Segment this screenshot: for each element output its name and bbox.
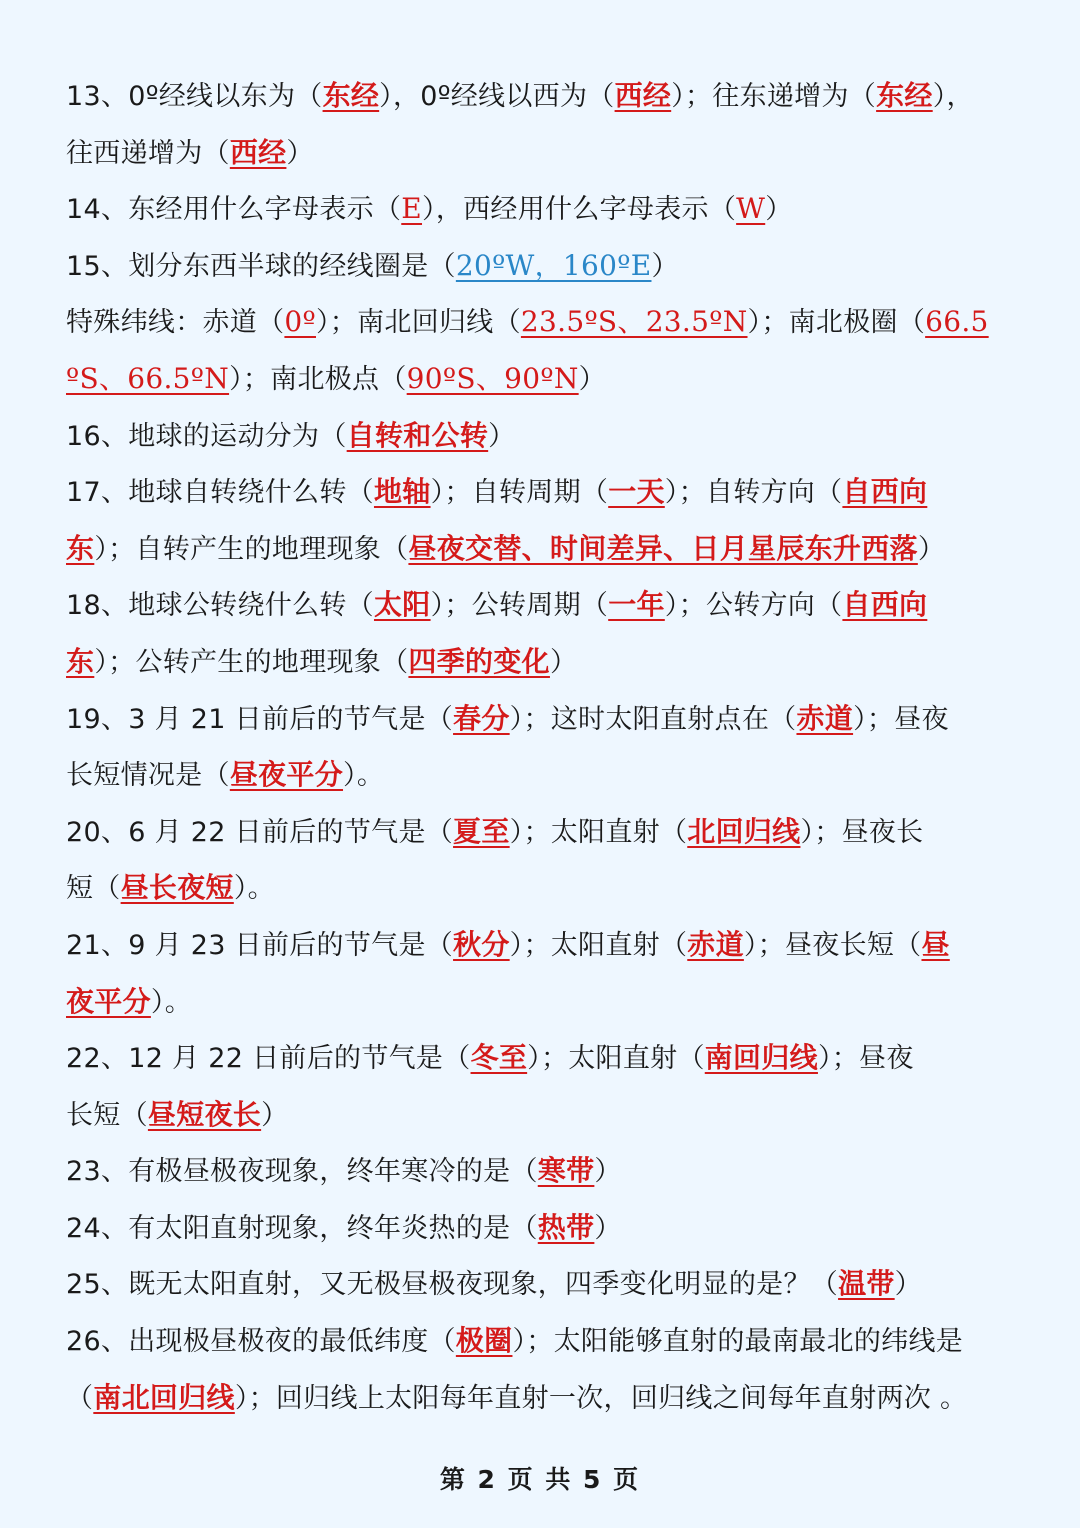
question-text: ）。 — [233, 873, 275, 905]
answer-text: 太阳 — [373, 588, 431, 622]
question-text: ）；太阳直射（ — [527, 1043, 705, 1075]
question-text: ） — [917, 533, 946, 565]
question-text: 长短情况是（ — [66, 760, 230, 792]
question-text: 22、12 月 22 日前后的节气是（ — [66, 1043, 471, 1075]
question-text: ）；太阳能够直射的最南最北的纬线是 — [512, 1326, 964, 1358]
text-line — [66, 1200, 1016, 1257]
answer-text: 一天 — [608, 475, 665, 509]
question-text: ） — [549, 646, 578, 678]
answer-text: 一年 — [608, 588, 665, 622]
question-text: 14、东经用什么字母表示（ — [66, 194, 402, 226]
question-text: ） — [594, 1212, 622, 1244]
question-text: 18、地球公转绕什么转（ — [66, 590, 374, 622]
question-text: ）；公转方向（ — [664, 590, 843, 622]
answer-text: ºS、66.5ºN — [66, 361, 230, 395]
text-line — [66, 1370, 1016, 1427]
question-text: 21、9 月 23 日前后的节气是（ — [66, 929, 454, 961]
answer-text: 自转和公转 — [346, 418, 489, 452]
question-text: ）， — [932, 81, 974, 112]
answer-text: 温带 — [838, 1267, 895, 1301]
text-line — [66, 691, 1016, 748]
question-text: ） — [594, 1156, 622, 1188]
answer-text: W — [736, 192, 766, 226]
answer-text: 东经 — [322, 79, 380, 112]
answer-text: 秋分 — [453, 927, 510, 961]
question-text: ）；公转周期（ — [430, 590, 609, 622]
answer-text: 自西向 — [842, 475, 928, 509]
question-text: ） — [286, 137, 314, 169]
question-text: 19、3 月 21 日前后的节气是（ — [66, 703, 454, 735]
answer-text: 自西向 — [842, 588, 928, 622]
question-text: ）；昼夜 — [853, 703, 949, 735]
answer-text: 南回归线 — [704, 1041, 818, 1075]
question-text: ）；太阳直射（ — [509, 929, 688, 961]
question-text: ）；昼夜长短（ — [743, 929, 922, 961]
answer-text: 夏至 — [453, 814, 510, 848]
text-line — [66, 860, 1016, 917]
answer-text: 昼长夜短 — [120, 871, 234, 905]
question-text: ）；回归线上太阳每年直射一次，回归线之间每年直射两次 。 — [234, 1382, 968, 1414]
text-line — [66, 747, 1016, 804]
question-text: ）；往东递增为（ — [671, 81, 877, 112]
text-line — [66, 1256, 1016, 1313]
question-text: 23、有极昼极夜现象，终年寒冷的是（ — [66, 1156, 538, 1188]
answer-text: 春分 — [453, 701, 510, 735]
text-line — [66, 294, 1016, 351]
question-text: 13、0º经线以东为（ — [66, 81, 323, 112]
answer-text: 东 — [66, 531, 95, 565]
question-text: ）；昼夜长 — [800, 816, 924, 848]
document-body — [66, 68, 1016, 1426]
question-text: （ — [66, 1382, 94, 1414]
page-number: 第 2 页 共 5 页 — [439, 1465, 641, 1494]
text-line — [66, 1030, 1016, 1087]
text-line — [66, 917, 1016, 974]
text-line — [66, 181, 1016, 238]
question-text: ） — [578, 363, 606, 395]
text-line — [66, 464, 1016, 521]
answer-text: 东 — [66, 644, 95, 678]
answer-text: 0º — [284, 305, 316, 339]
answer-text: 66.5 — [925, 305, 989, 339]
answer-text: 东经 — [876, 79, 933, 112]
answer-text: 赤道 — [796, 701, 854, 735]
answer-text: 昼短夜长 — [147, 1097, 262, 1131]
answer-text: 夜平分 — [66, 984, 151, 1018]
answer-text: 西经 — [229, 135, 287, 169]
answer-text: 西经 — [614, 79, 672, 112]
text-line — [66, 1087, 1016, 1144]
question-text: 15、划分东西半球的经线圈是（ — [66, 250, 456, 282]
question-text: 20、6 月 22 日前后的节气是（ — [66, 816, 454, 848]
text-line — [66, 408, 1016, 465]
answer-text: 四季的变化 — [408, 644, 550, 678]
question-text: ）；自转产生的地理现象（ — [94, 533, 409, 565]
text-line — [66, 804, 1016, 861]
question-text: 26、出现极昼极夜的最低纬度（ — [66, 1326, 456, 1358]
question-text: ）；自转周期（ — [430, 477, 609, 509]
text-line — [66, 974, 1016, 1031]
answer-text: 昼 — [921, 927, 950, 961]
question-text: ）。 — [150, 986, 193, 1018]
question-text: ）；公转产生的地理现象（ — [94, 646, 409, 678]
answer-text: 23.5ºS、23.5ºN — [520, 305, 748, 339]
answer-text: 地轴 — [373, 475, 431, 509]
answer-text: 寒带 — [537, 1154, 595, 1188]
text-line — [66, 634, 1016, 691]
question-text: ）；南北极圈（ — [747, 307, 926, 339]
answer-text: 南北回归线 — [93, 1380, 235, 1414]
question-text: ）；昼夜 — [817, 1043, 914, 1075]
question-text: 16、地球的运动分为（ — [66, 420, 347, 452]
question-text: ） — [894, 1269, 922, 1301]
question-text: 17、地球自转绕什么转（ — [66, 477, 374, 509]
question-text: ）；太阳直射（ — [509, 816, 688, 848]
question-text: ） — [651, 250, 679, 282]
question-text: ），0º经线以西为（ — [379, 81, 615, 112]
text-line — [66, 1313, 1016, 1370]
text-line — [66, 1143, 1016, 1200]
question-text: ），西经用什么字母表示（ — [422, 194, 737, 226]
answer-text: 20ºW，160ºE — [455, 248, 652, 282]
question-text: 往西递增为（ — [66, 137, 230, 169]
answer-text: 昼夜平分 — [229, 758, 344, 792]
answer-text: 90ºS、90ºN — [406, 361, 579, 395]
text-line — [66, 521, 1016, 578]
text-line — [66, 351, 1016, 408]
answer-text: 昼夜交替、时间差异、日月星辰东升西落 — [408, 531, 918, 565]
answer-text: E — [401, 192, 423, 226]
answer-text: 赤道 — [687, 927, 744, 961]
text-line — [66, 68, 1016, 125]
text-line — [66, 125, 1016, 182]
text-line — [66, 577, 1016, 634]
question-text: ） — [261, 1099, 289, 1131]
text-line — [66, 238, 1016, 295]
question-text: ）；南北回归线（ — [316, 307, 521, 339]
answer-text: 北回归线 — [687, 814, 801, 848]
answer-text: 热带 — [537, 1210, 595, 1244]
question-text: 特殊纬线：赤道（ — [66, 307, 285, 339]
answer-text: 冬至 — [470, 1041, 528, 1075]
question-text: 长短（ — [66, 1099, 148, 1131]
question-text: ）。 — [343, 760, 385, 792]
question-text: ）；这时太阳直射点在（ — [509, 703, 797, 735]
question-text: 短（ — [66, 873, 121, 905]
question-text: ）；自转方向（ — [664, 477, 843, 509]
question-text: ）；南北极点（ — [229, 363, 407, 395]
answer-text: 极圈 — [455, 1324, 513, 1358]
question-text: 25、既无太阳直射，又无极昼极夜现象，四季变化明显的是？（ — [66, 1269, 839, 1301]
question-text: 24、有太阳直射现象，终年炎热的是（ — [66, 1212, 538, 1244]
question-text: ） — [488, 420, 516, 452]
question-text: ） — [765, 194, 793, 226]
